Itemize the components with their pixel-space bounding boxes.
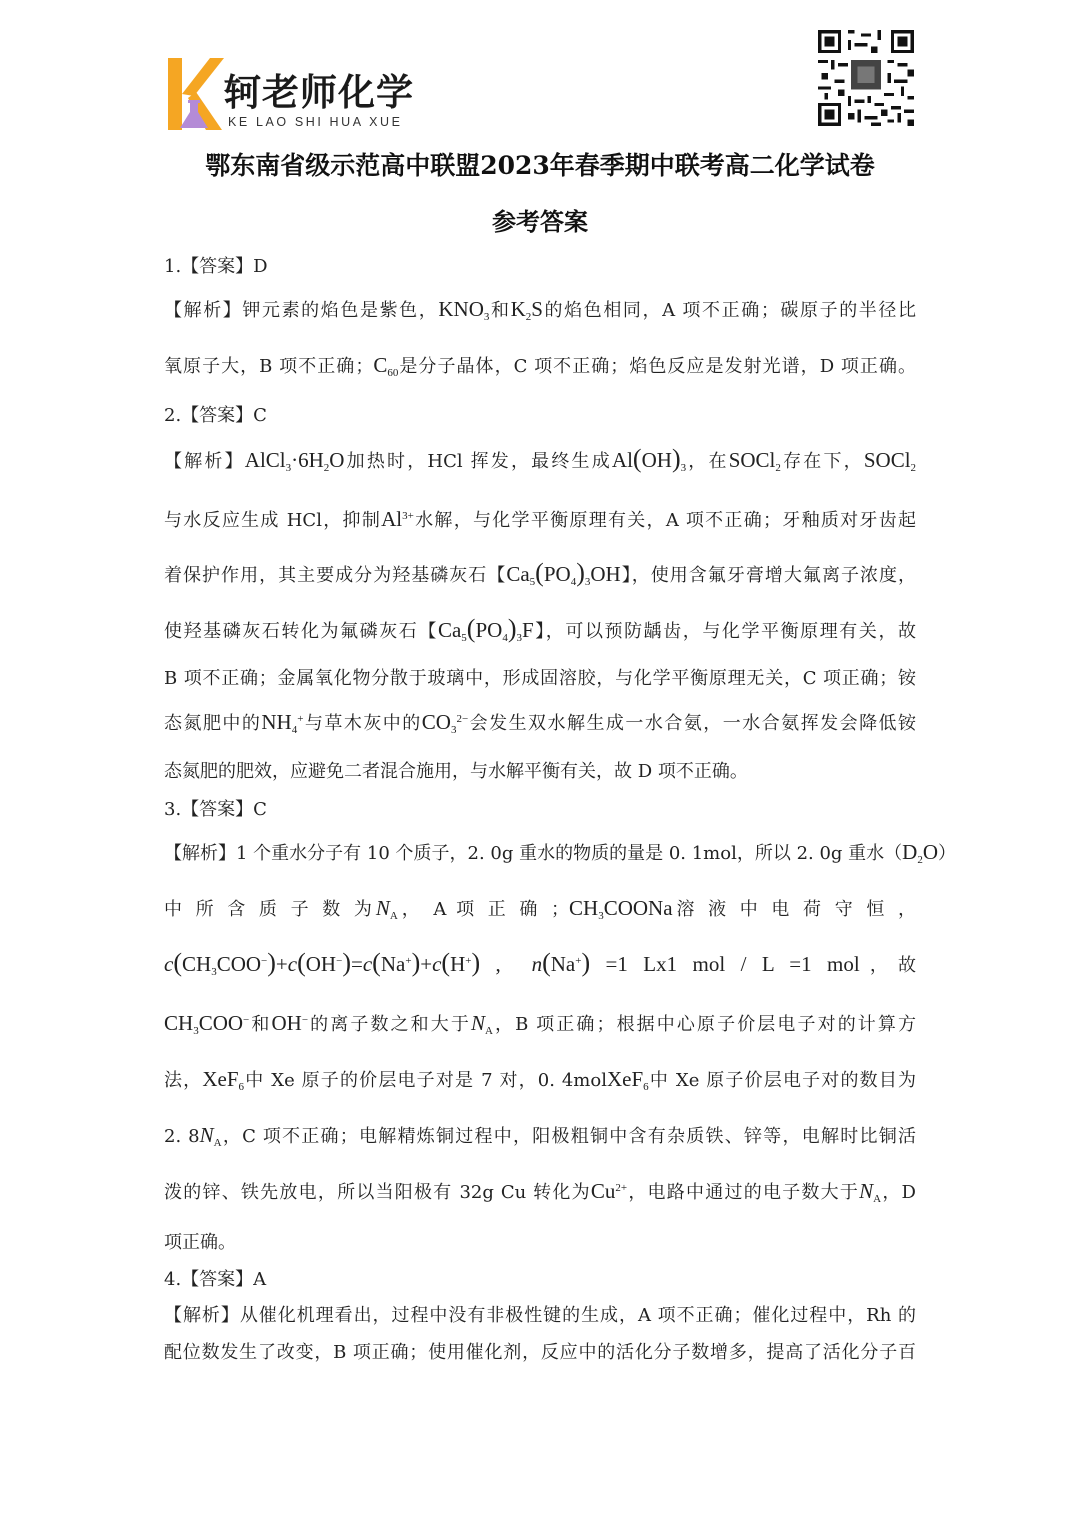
explanation-3-line-2: 中 所 含 质 子 数 为$N_A$， A 项 正 确 ；$CH_3COONa$溶 液 中 电 荷 守 恒 ， xyxy=(164,896,916,922)
brand-logo xyxy=(166,58,416,134)
answer-4: 4.【答案】A xyxy=(164,1269,267,1290)
logo-subtitle: KE LAO SHI HUA XUE xyxy=(228,115,403,129)
k-flask-logo-icon xyxy=(166,58,224,130)
answer-3: 3.【答案】C xyxy=(164,799,267,820)
explanation-2-line-1: 【解析】$AlCl_3\cdot 6H_2O$加热时，HCl 挥发，最终生成$Al(OH)_3$，在SOCl$_2$存在下，SOCl$_2$ xyxy=(164,444,917,474)
explanation-3-line-4: $CH_3COO^-$和OH−的离子数之和大于$N_A$，B 项正确；根据中心原子价层电子对的计算方 xyxy=(164,1011,917,1037)
page-title: 鄂东南省级示范高中联盟2023年春季期中联考高二化学试卷 xyxy=(205,151,875,180)
qr-code-icon xyxy=(818,30,914,126)
explanation-3-line-7: 泼的锌、铁先放电，所以当阳极有 32g Cu 转化为$Cu^{2+}$，电路中通过的电子数大于$N_A$，D xyxy=(164,1179,916,1205)
explanation-3-line-5: 法，XeF$_6$中 Xe 原子的价层电子对是 7 对，0. 4molXeF$_6$中 Xe 原子价层电子对的数目为 xyxy=(164,1067,916,1093)
explanation-3-line-3: $c(CH_3COO^-)+c(OH^-)=c(Na^+)+c(H^+)$ , n(Na+) =1 Lx1 mol / L =1 mol，故 xyxy=(164,948,917,978)
explanation-2-line-2: 与水反应生成 HCl，抑制$Al^{3+}$水解，与化学平衡原理有关，A 项不正确；牙釉质对牙齿起 xyxy=(164,507,917,531)
explanation-3-line-6: 2. $8N_A$，C 项不正确；电解精炼铜过程中，阳极粗铜中含有杂质铁、锌等，电解时比铜活 xyxy=(164,1123,916,1149)
explanation-4-line-2: 配位数发生了改变，B 项正确；使用催化剂，反应中的活化分子数增多，提高了活化分子百 xyxy=(164,1342,916,1363)
page-subtitle: 参考答案 xyxy=(492,207,588,236)
explanation-2-line-4: 使羟基磷灰石转化为氟磷灰石【$Ca_5(PO_4)_3F$】，可以预防龋齿，与化学平衡原理有关，故 xyxy=(164,614,917,644)
explanation-1-line-1: 【解析】钾元素的焰色是紫色，$KNO_3$和$K_2S$的焰色相同，A 项不正确；碳原子的半径比 xyxy=(164,297,917,323)
answer-1: 1.【答案】D xyxy=(164,256,268,277)
explanation-1-line-2: 氧原子大，B 项不正确；$C_{60}$是分子晶体，C 项不正确；焰色反应是发射光谱，D 项正确。 xyxy=(164,353,916,379)
explanation-4-line-1: 【解析】从催化机理看出，过程中没有非极性键的生成，A 项不正确；催化过程中，Rh 的 xyxy=(164,1305,916,1326)
explanation-3-line-1: 【解析】1 个重水分子有 10 个质子，2. 0g 重水的物质的量是 0. 1mol，所以 2. 0g 重水$(D_2O)$ xyxy=(164,840,956,866)
explanation-2-line-6: 态氮肥中的$NH_4^+$与草木灰中的$CO_3^{2-}$会发生双水解生成一水合氨，一水合氨挥发会降低铵 xyxy=(164,710,917,736)
explanation-3-line-8: 项正确。 xyxy=(164,1232,236,1253)
explanation-2-line-3: 着保护作用，其主要成分为羟基磷灰石【$Ca_5(PO_4)_3OH$】，使用含氟牙膏增大氟离子浓度， xyxy=(164,558,917,588)
logo-name: 轲老师化学 xyxy=(224,71,414,114)
answer-2: 2.【答案】C xyxy=(164,405,267,426)
explanation-2-line-5: B 项不正确；金属氧化物分散于玻璃中，形成固溶胶，与化学平衡原理无关，C 项正确；铵 xyxy=(164,668,916,689)
explanation-2-line-7: 态氮肥的肥效，应避免二者混合施用，与水解平衡有关，故 D 项不正确。 xyxy=(164,761,748,782)
